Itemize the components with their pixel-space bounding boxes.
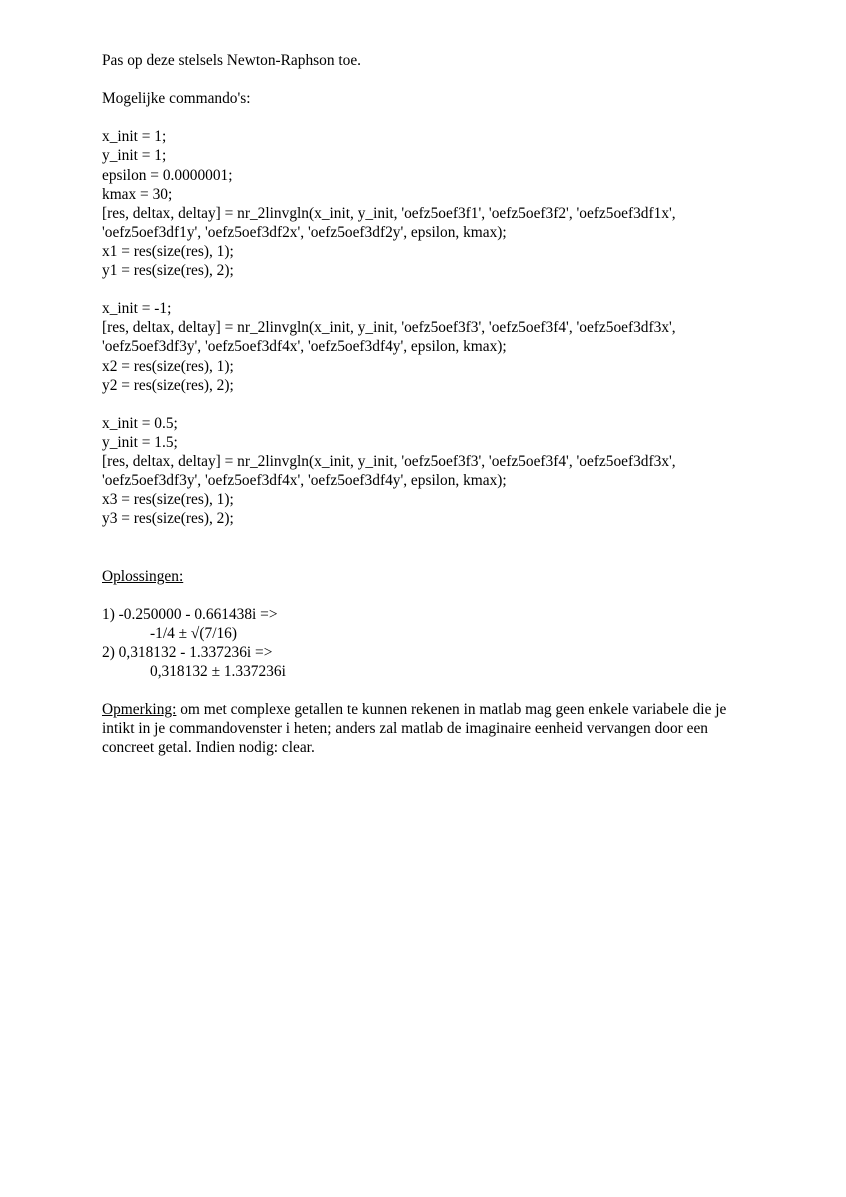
spacer — [102, 547, 762, 566]
code-line: x_init = 0.5; — [102, 414, 178, 432]
remark-paragraph — [102, 700, 762, 757]
code-line: 'oefz5oef3df1y', 'oefz5oef3df2x', 'oefz5oef3df2y', epsilon, kmax); — [102, 223, 507, 241]
solution-detail: -1/4 ± √(7/16) — [150, 624, 237, 642]
code-line: [res, deltax, deltay] = nr_2linvgln(x_init, y_init, 'oefz5oef3f3', 'oefz5oef3f4', 'oefz5oef3df3x', — [102, 319, 676, 337]
solutions-list — [102, 605, 762, 681]
code-line: 'oefz5oef3df3y', 'oefz5oef3df4x', 'oefz5oef3df4y', epsilon, kmax); — [102, 472, 507, 490]
spacer — [102, 70, 762, 89]
spacer — [102, 108, 762, 127]
spacer — [102, 395, 762, 414]
code-line: y1 = res(size(res), 2); — [102, 262, 234, 280]
spacer — [102, 528, 762, 547]
code-line: [res, deltax, deltay] = nr_2linvgln(x_init, y_init, 'oefz5oef3f1', 'oefz5oef3f2', 'oefz5oef3df1x', — [102, 204, 676, 222]
code-line: x3 = res(size(res), 1); — [102, 491, 234, 509]
code-line: y_init = 1.5; — [102, 433, 178, 451]
code-line: x_init = 1; — [102, 128, 167, 146]
code-line: y2 = res(size(res), 2); — [102, 376, 234, 394]
commands-heading: Mogelijke commando's: — [102, 90, 251, 108]
code-line: kmax = 30; — [102, 185, 173, 203]
code-line: epsilon = 0.0000001; — [102, 166, 233, 184]
code-line: x2 = res(size(res), 1); — [102, 357, 234, 375]
code-line: y_init = 1; — [102, 147, 167, 165]
command-block-2 — [102, 299, 762, 394]
spacer — [102, 681, 762, 700]
code-line: x1 = res(size(res), 1); — [102, 242, 234, 260]
spacer — [102, 280, 762, 299]
solution-main: 2) 0,318132 - 1.337236i => — [102, 643, 273, 661]
solutions-heading: Oplossingen: — [102, 567, 184, 585]
code-line: 'oefz5oef3df3y', 'oefz5oef3df4x', 'oefz5oef3df4y', epsilon, kmax); — [102, 338, 507, 356]
solution-main: 1) -0.250000 - 0.661438i => — [102, 605, 278, 623]
code-line: y3 = res(size(res), 2); — [102, 510, 234, 528]
intro-text: Pas op deze stelsels Newton-Raphson toe. — [102, 52, 362, 69]
solution-detail: 0,318132 ± 1.337236i — [150, 663, 286, 680]
code-line: [res, deltax, deltay] = nr_2linvgln(x_init, y_init, 'oefz5oef3f3', 'oefz5oef3f4', 'oefz5oef3df3x', — [102, 452, 676, 470]
command-block-3 — [102, 414, 762, 529]
code-line: x_init = -1; — [102, 300, 172, 318]
remark-text: om met complexe getallen te kunnen rekenen in matlab mag geen enkele variabele die je intikt in je commandovenster i heten; anders zal matlab de imaginaire eenheid vervangen door een concreet getal. Indien nodig: clear. — [102, 701, 727, 757]
spacer — [102, 586, 762, 605]
remark-label: Opmerking: — [102, 701, 177, 719]
command-block-1 — [102, 127, 762, 280]
page-content — [102, 51, 762, 757]
